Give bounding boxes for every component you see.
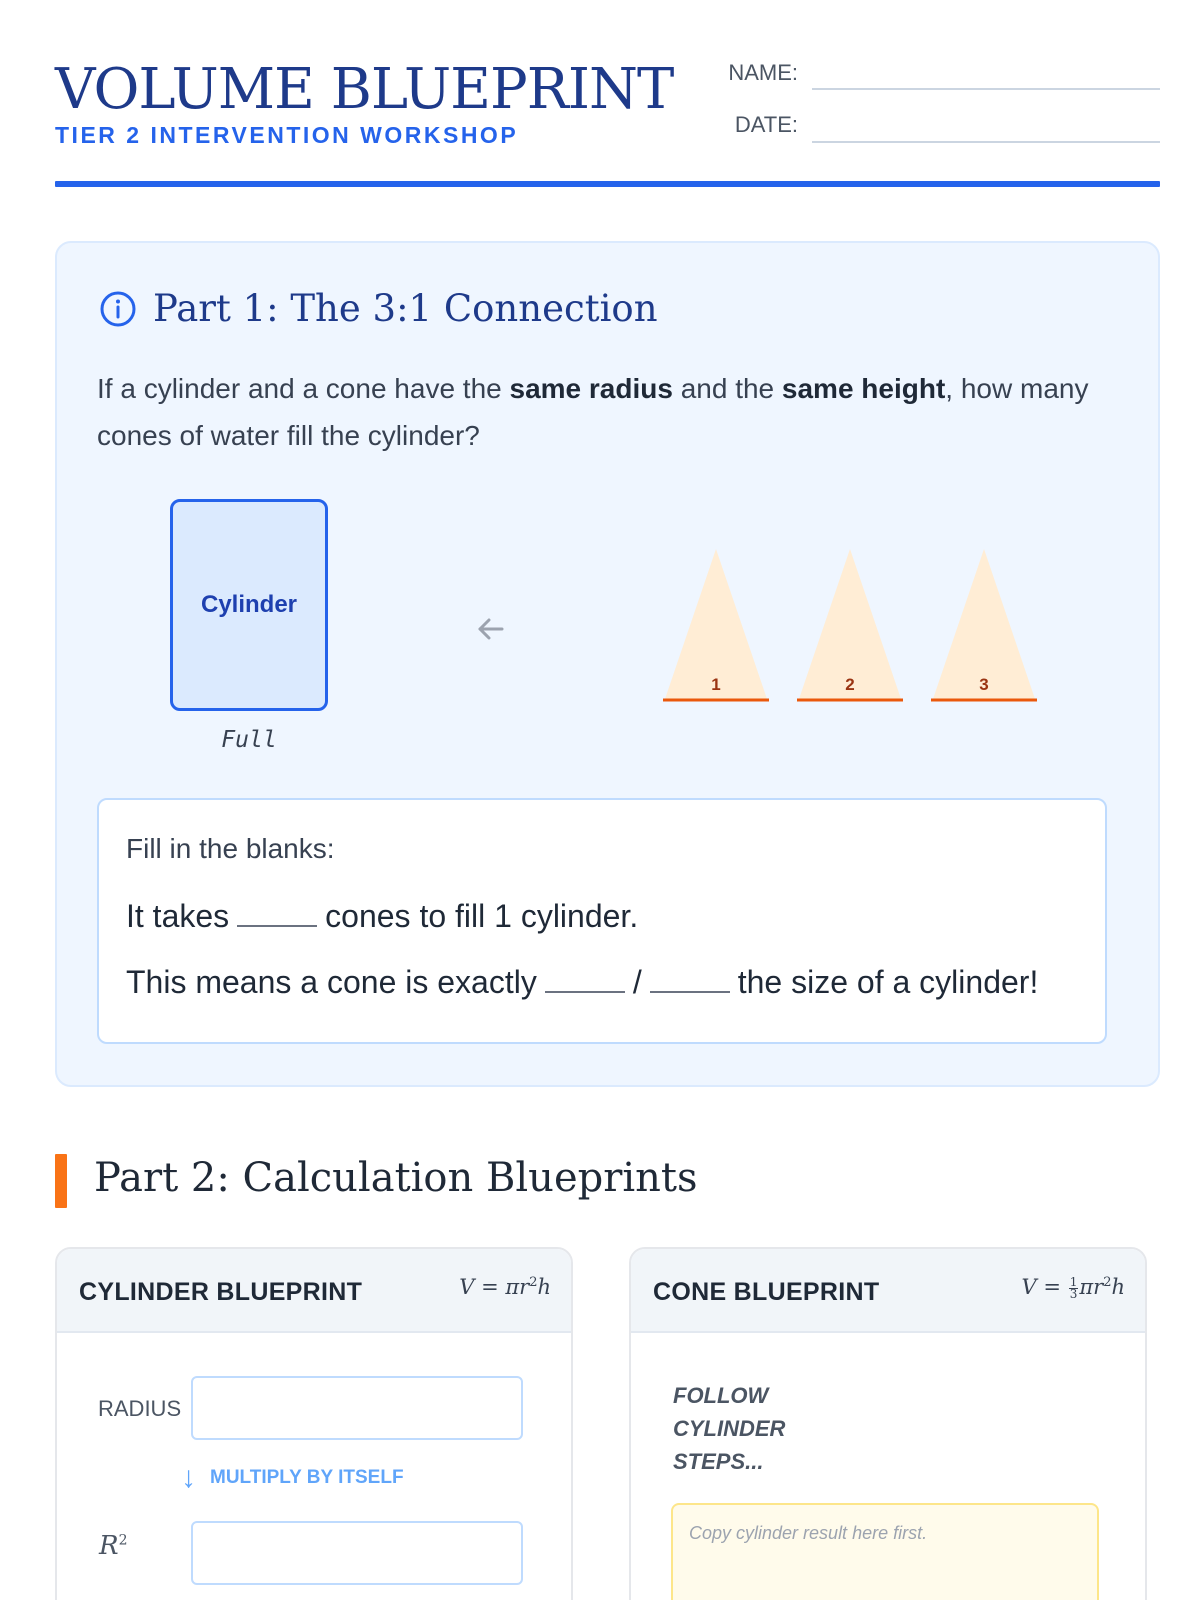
part2-title: Part 2: Calculation Blueprints <box>94 1155 698 1201</box>
name-label: NAME: <box>728 60 798 85</box>
cylinder-formula: $V = \pi r^2h$ <box>459 1275 551 1299</box>
cylinder-card-title: CYLINDER BLUEPRINT <box>79 1278 363 1306</box>
arrow-down-icon: ↓ <box>181 1461 196 1494</box>
follow-steps-note: FOLLOW CYLINDER STEPS... <box>673 1383 786 1474</box>
radius-label: RADIUS <box>98 1396 182 1421</box>
cones-group <box>663 549 1037 711</box>
cylinder-card-header <box>57 1249 571 1333</box>
header-divider <box>55 181 1160 187</box>
page-subtitle: TIER 2 INTERVENTION WORKSHOP <box>55 122 519 148</box>
cone-blueprint-card <box>629 1247 1147 1600</box>
step-hint-label: MULTIPLY BY ITSELF <box>210 1467 404 1488</box>
cylinder-caption: Full <box>221 727 277 753</box>
worksheet-header <box>55 56 1160 188</box>
cone-number: 1 <box>711 675 721 694</box>
cone-card-title: CONE BLUEPRINT <box>653 1278 880 1306</box>
part2-accent-bar <box>55 1154 67 1208</box>
cone-number: 3 <box>979 675 989 694</box>
blank-cones-count[interactable] <box>237 923 317 927</box>
radius-input[interactable] <box>191 1376 523 1440</box>
step-hint <box>181 1461 404 1494</box>
emphasis-radius: same radius <box>509 373 673 404</box>
emphasis-height: same height <box>781 373 946 404</box>
r-squared-label: $R^2$ <box>99 1531 128 1561</box>
r-squared-input[interactable] <box>191 1521 523 1585</box>
part1-question: If a cylinder and a cone have the same radius and the same height, how many cones of water fill the cylinder? <box>97 373 1089 451</box>
date-field[interactable] <box>812 141 1160 143</box>
blank-sentence-1: It takes cones to fill 1 cylinder. <box>126 898 639 934</box>
date-label: DATE: <box>734 112 798 137</box>
cylinder-blueprint-card <box>55 1247 573 1600</box>
cylinder-shape <box>170 499 328 711</box>
cone-card-header <box>631 1249 1145 1333</box>
fill-heading: Fill in the blanks: <box>126 833 335 864</box>
part1-heading <box>99 287 658 330</box>
cone-number: 2 <box>845 675 855 694</box>
fill-in-blanks-box <box>97 798 1107 1044</box>
cone-figure <box>931 549 1037 711</box>
cylinder-label: Cylinder <box>200 591 298 618</box>
cylinder-result-copy-box[interactable] <box>671 1503 1099 1600</box>
cone-figure <box>663 549 769 711</box>
cylinder-figure <box>170 499 328 753</box>
blank-denominator[interactable] <box>650 989 730 993</box>
arrow-left-icon <box>474 612 508 646</box>
part1-title: Part 1: The 3:1 Connection <box>153 287 658 330</box>
page-title: VOLUME BLUEPRINT <box>55 57 674 122</box>
cone-formula: V = $\frac{1}{3}$ $\pi r^2h$ <box>1021 1275 1125 1301</box>
part1-panel <box>55 241 1160 1087</box>
one-third-fraction: $\frac{1}{3}$ <box>1069 1275 1078 1301</box>
name-field[interactable] <box>812 88 1160 90</box>
cone-figure <box>797 549 903 711</box>
copy-placeholder: Copy cylinder result here first. <box>689 1523 928 1543</box>
info-icon <box>99 290 137 328</box>
blank-numerator[interactable] <box>545 989 625 993</box>
blank-sentence-2: This means a cone is exactly / the size of a cylinder! <box>126 964 1039 1000</box>
